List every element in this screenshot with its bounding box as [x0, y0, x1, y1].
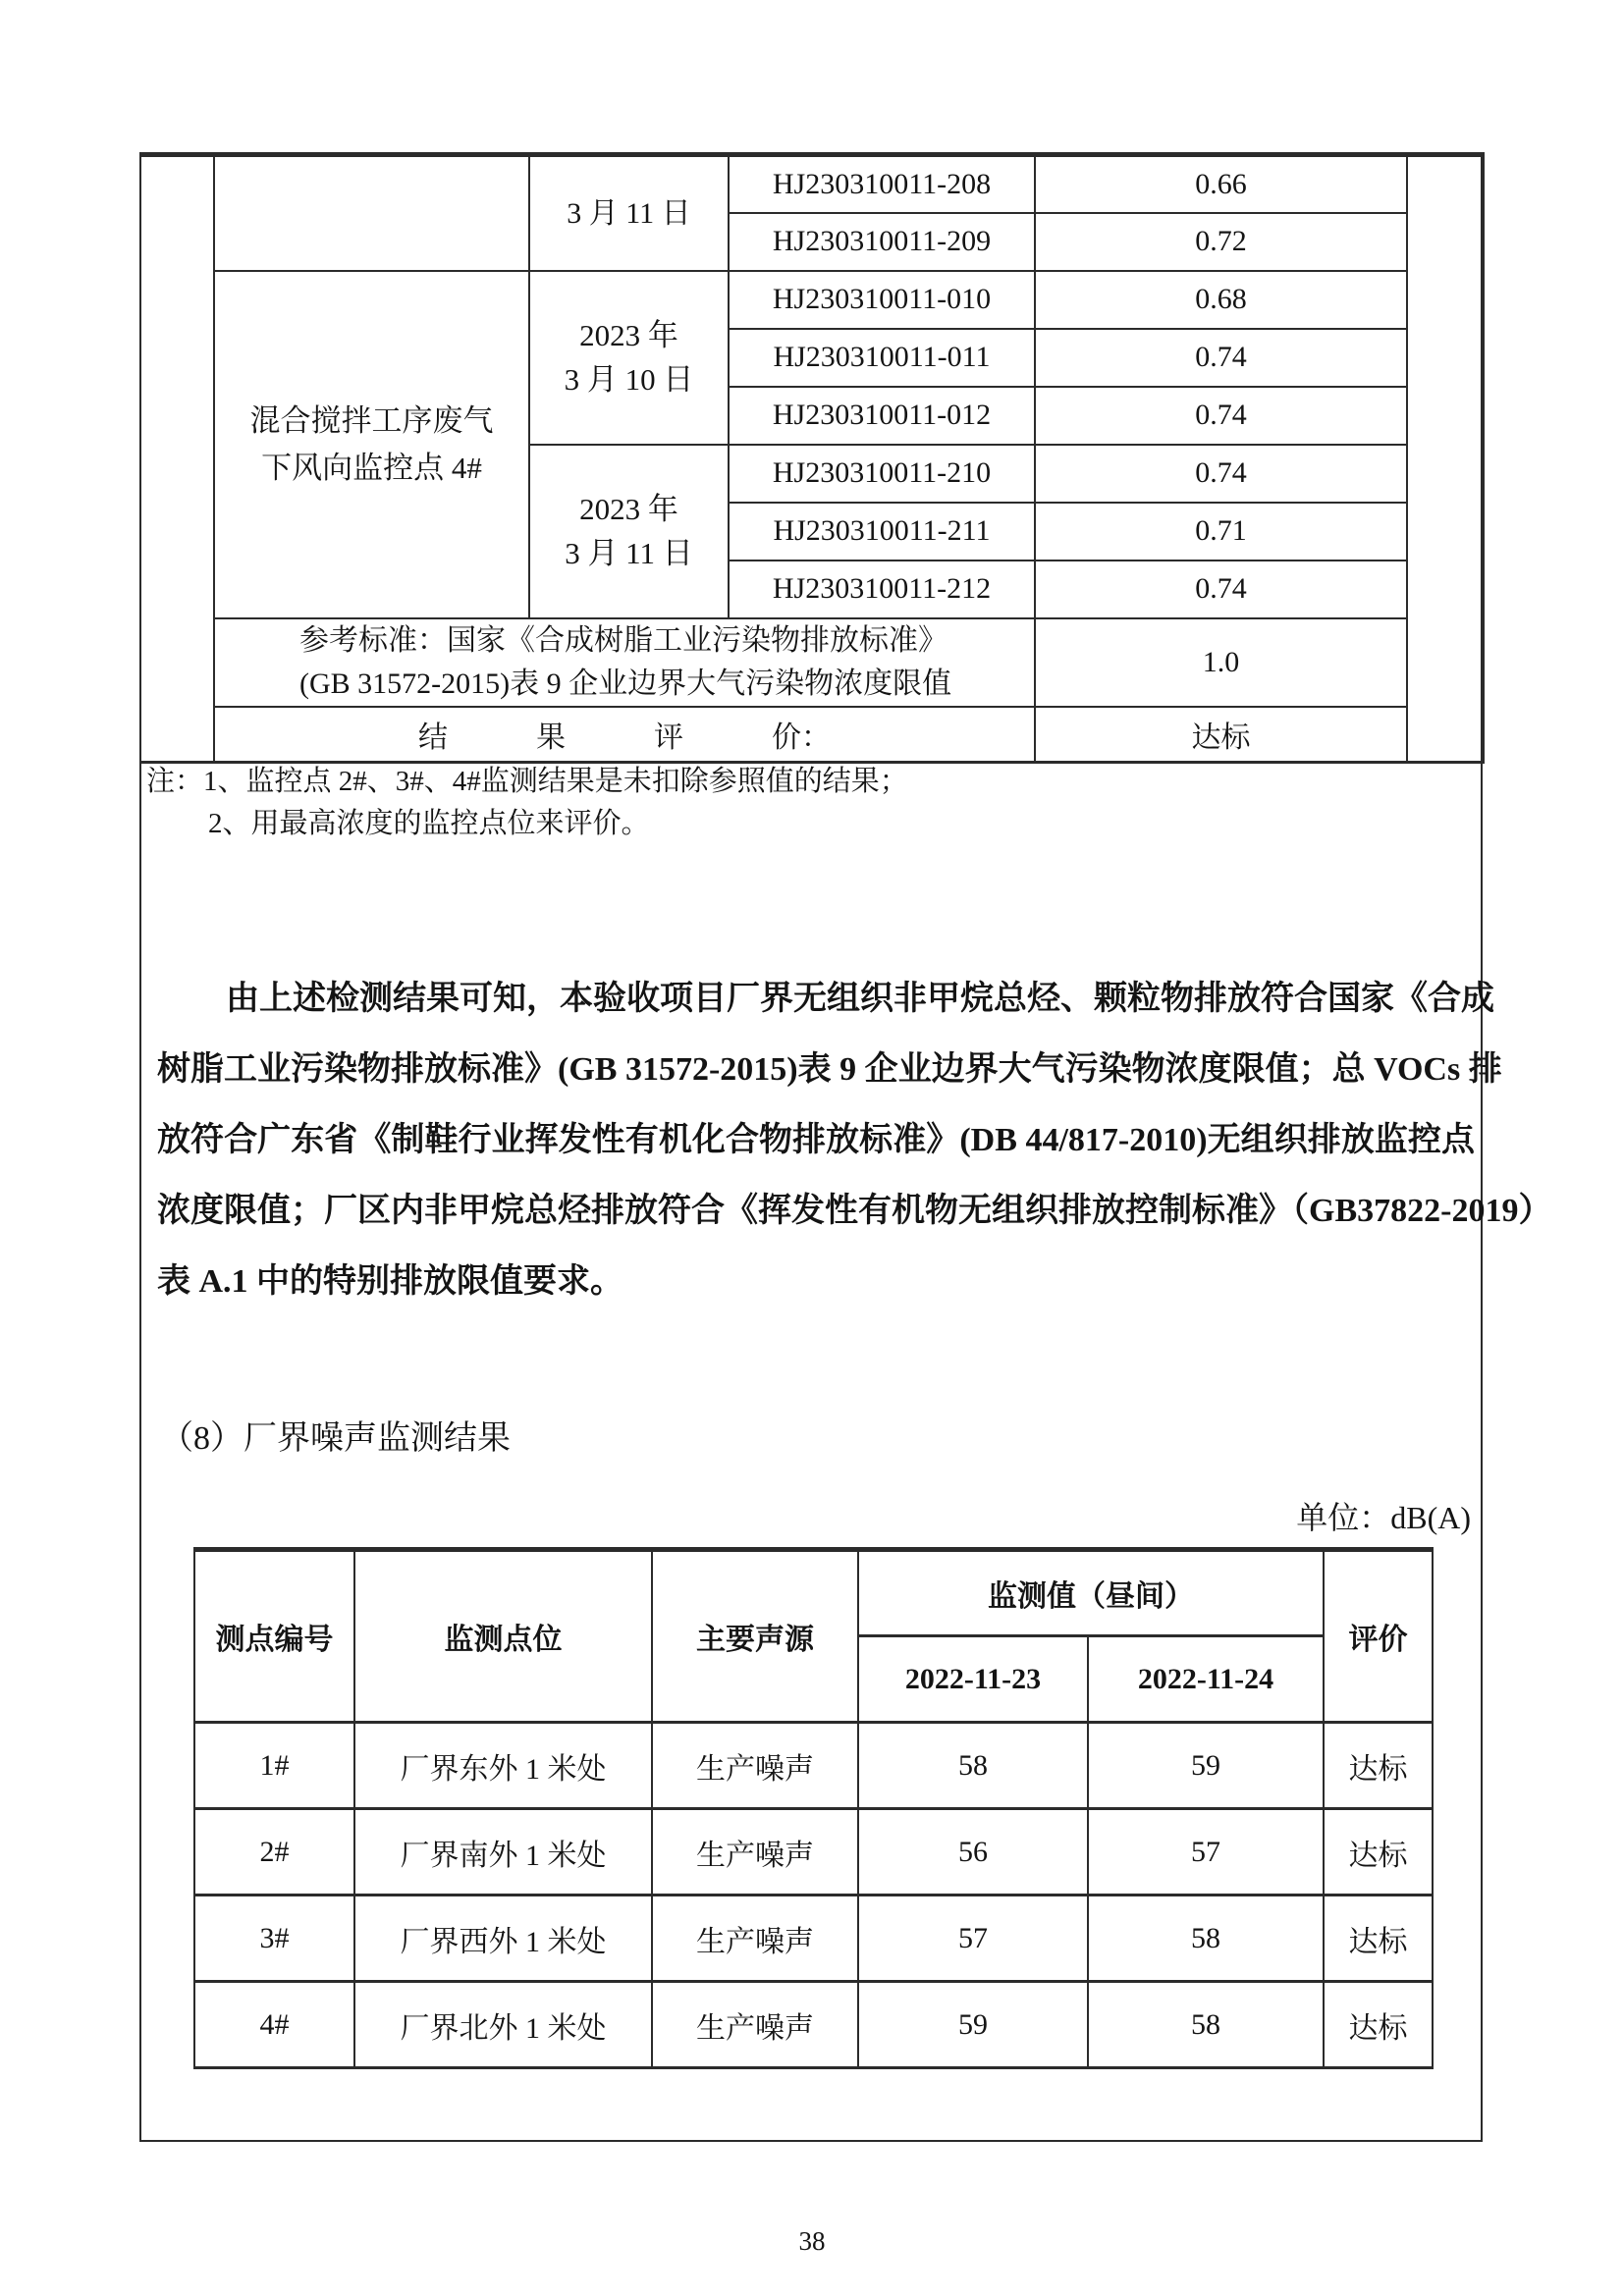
section-label-line: 混合搅拌工序废气 — [249, 402, 494, 438]
paragraph-line: 放符合广东省《制鞋行业挥发性有机化合物排放标准》(DB 44/817-2010)无组织排放监控点 — [157, 1122, 1475, 1158]
result-label-cell: 结 果 评 价： — [214, 707, 1035, 763]
sample-id-cell: HJ230310011-209 — [729, 213, 1035, 271]
date-line: 3 月 11 日 — [565, 536, 693, 570]
paragraph-line: 浓度限值；厂区内非甲烷总烃排放符合《挥发性有机物无组织排放控制标准》（GB37822-2019） — [157, 1193, 1552, 1229]
noise-table — [193, 1547, 1434, 2069]
sample-id-cell: HJ230310011-208 — [729, 155, 1035, 213]
sample-value-cell: 0.74 — [1035, 387, 1407, 445]
sample-value-cell: 0.74 — [1035, 561, 1407, 618]
header-date-2: 2022-11-24 — [1088, 1636, 1324, 1723]
sample-id-cell: HJ230310011-210 — [729, 445, 1035, 503]
value-cell: 58 — [1088, 1896, 1324, 1982]
point-id-cell: 1# — [194, 1723, 354, 1809]
source-cell: 生产噪声 — [652, 1896, 858, 1982]
value-cell: 58 — [858, 1723, 1088, 1809]
unit-label: 单位：dB(A) — [1296, 1500, 1471, 1535]
sample-id-cell: HJ230310011-212 — [729, 561, 1035, 618]
emissions-table — [139, 152, 1485, 764]
header-date-1: 2022-11-23 — [858, 1636, 1088, 1723]
evaluation-cell: 达标 — [1324, 1809, 1433, 1896]
evaluation-cell: 达标 — [1324, 1982, 1433, 2068]
table-row — [194, 1896, 1433, 1982]
sample-id-cell: HJ230310011-010 — [729, 271, 1035, 329]
paragraph-line: 表 A.1 中的特别排放限值要求。 — [157, 1263, 624, 1300]
value-cell: 57 — [858, 1896, 1088, 1982]
table-row — [194, 1982, 1433, 2068]
left-gutter-cell — [140, 155, 214, 763]
header-location: 监测点位 — [354, 1550, 652, 1723]
value-cell: 57 — [1088, 1809, 1324, 1896]
sample-id-cell: HJ230310011-211 — [729, 503, 1035, 561]
date-line: 3 月 10 日 — [564, 362, 694, 397]
date-line: 2023 年 — [579, 318, 678, 352]
value-cell: 58 — [1088, 1982, 1324, 2068]
prev-section-date-cell: 3 月 11 日 — [529, 155, 729, 271]
section-label-line: 下风向监控点 4# — [261, 450, 482, 485]
sample-value-cell: 0.66 — [1035, 155, 1407, 213]
paragraph-line: 由上述检测结果可知，本验收项目厂界无组织非甲烷总烃、颗粒物排放符合国家《合成 — [226, 981, 1494, 1017]
header-value-group: 监测值（昼间） — [858, 1550, 1324, 1636]
reference-standard-cell — [214, 618, 1035, 707]
location-cell: 厂界北外 1 米处 — [354, 1982, 652, 2068]
reference-line: 参考标准：国家《合成树脂工业污染物排放标准》 — [299, 623, 947, 657]
header-point-id: 测点编号 — [194, 1550, 354, 1723]
sample-value-cell: 0.72 — [1035, 213, 1407, 271]
date-cell — [529, 445, 729, 618]
header-source: 主要声源 — [652, 1550, 858, 1723]
source-cell: 生产噪声 — [652, 1723, 858, 1809]
sample-value-cell: 0.74 — [1035, 329, 1407, 387]
sample-id-cell: HJ230310011-011 — [729, 329, 1035, 387]
point-id-cell: 2# — [194, 1809, 354, 1896]
note-line: 注：1、监控点 2#、3#、4#监测结果是未扣除参照值的结果； — [146, 766, 908, 797]
summary-paragraph — [157, 964, 1552, 1317]
table-note — [146, 765, 908, 841]
table-header-row — [194, 1550, 1433, 1636]
source-cell: 生产噪声 — [652, 1809, 858, 1896]
value-cell: 59 — [858, 1982, 1088, 2068]
evaluation-cell: 达标 — [1324, 1896, 1433, 1982]
table-row — [194, 1723, 1433, 1809]
paragraph-line: 树脂工业污染物排放标准》(GB 31572-2015)表 9 企业边界大气污染物浓度限值；总 VOCs 排 — [157, 1051, 1502, 1088]
sample-value-cell: 0.71 — [1035, 503, 1407, 561]
prev-section-label-cell — [214, 155, 529, 271]
location-cell: 厂界西外 1 米处 — [354, 1896, 652, 1982]
location-cell: 厂界南外 1 米处 — [354, 1809, 652, 1896]
sample-value-cell: 0.74 — [1035, 445, 1407, 503]
date-cell — [529, 271, 729, 445]
point-id-cell: 3# — [194, 1896, 354, 1982]
reference-limit-cell: 1.0 — [1035, 618, 1407, 707]
source-cell: 生产噪声 — [652, 1982, 858, 2068]
right-gutter-cell — [1407, 155, 1484, 763]
table-row — [194, 1809, 1433, 1896]
value-cell: 56 — [858, 1809, 1088, 1896]
result-value-cell: 达标 — [1035, 707, 1407, 763]
evaluation-cell: 达标 — [1324, 1723, 1433, 1809]
date-line: 2023 年 — [579, 492, 678, 526]
table-row — [140, 155, 1484, 213]
header-evaluation: 评价 — [1324, 1550, 1433, 1723]
note-line: 2、用最高浓度的监控点位来评价。 — [208, 808, 650, 839]
section-label-cell — [214, 271, 529, 618]
section-heading: （8）厂界噪声监测结果 — [160, 1420, 511, 1457]
table-row — [140, 707, 1484, 763]
sample-value-cell: 0.68 — [1035, 271, 1407, 329]
reference-line: (GB 31572-2015)表 9 企业边界大气污染物浓度限值 — [299, 667, 952, 700]
table-row — [140, 618, 1484, 707]
table-row — [140, 271, 1484, 329]
value-cell: 59 — [1088, 1723, 1324, 1809]
page-number: 38 — [798, 2226, 826, 2256]
sample-id-cell: HJ230310011-012 — [729, 387, 1035, 445]
location-cell: 厂界东外 1 米处 — [354, 1723, 652, 1809]
point-id-cell: 4# — [194, 1982, 354, 2068]
